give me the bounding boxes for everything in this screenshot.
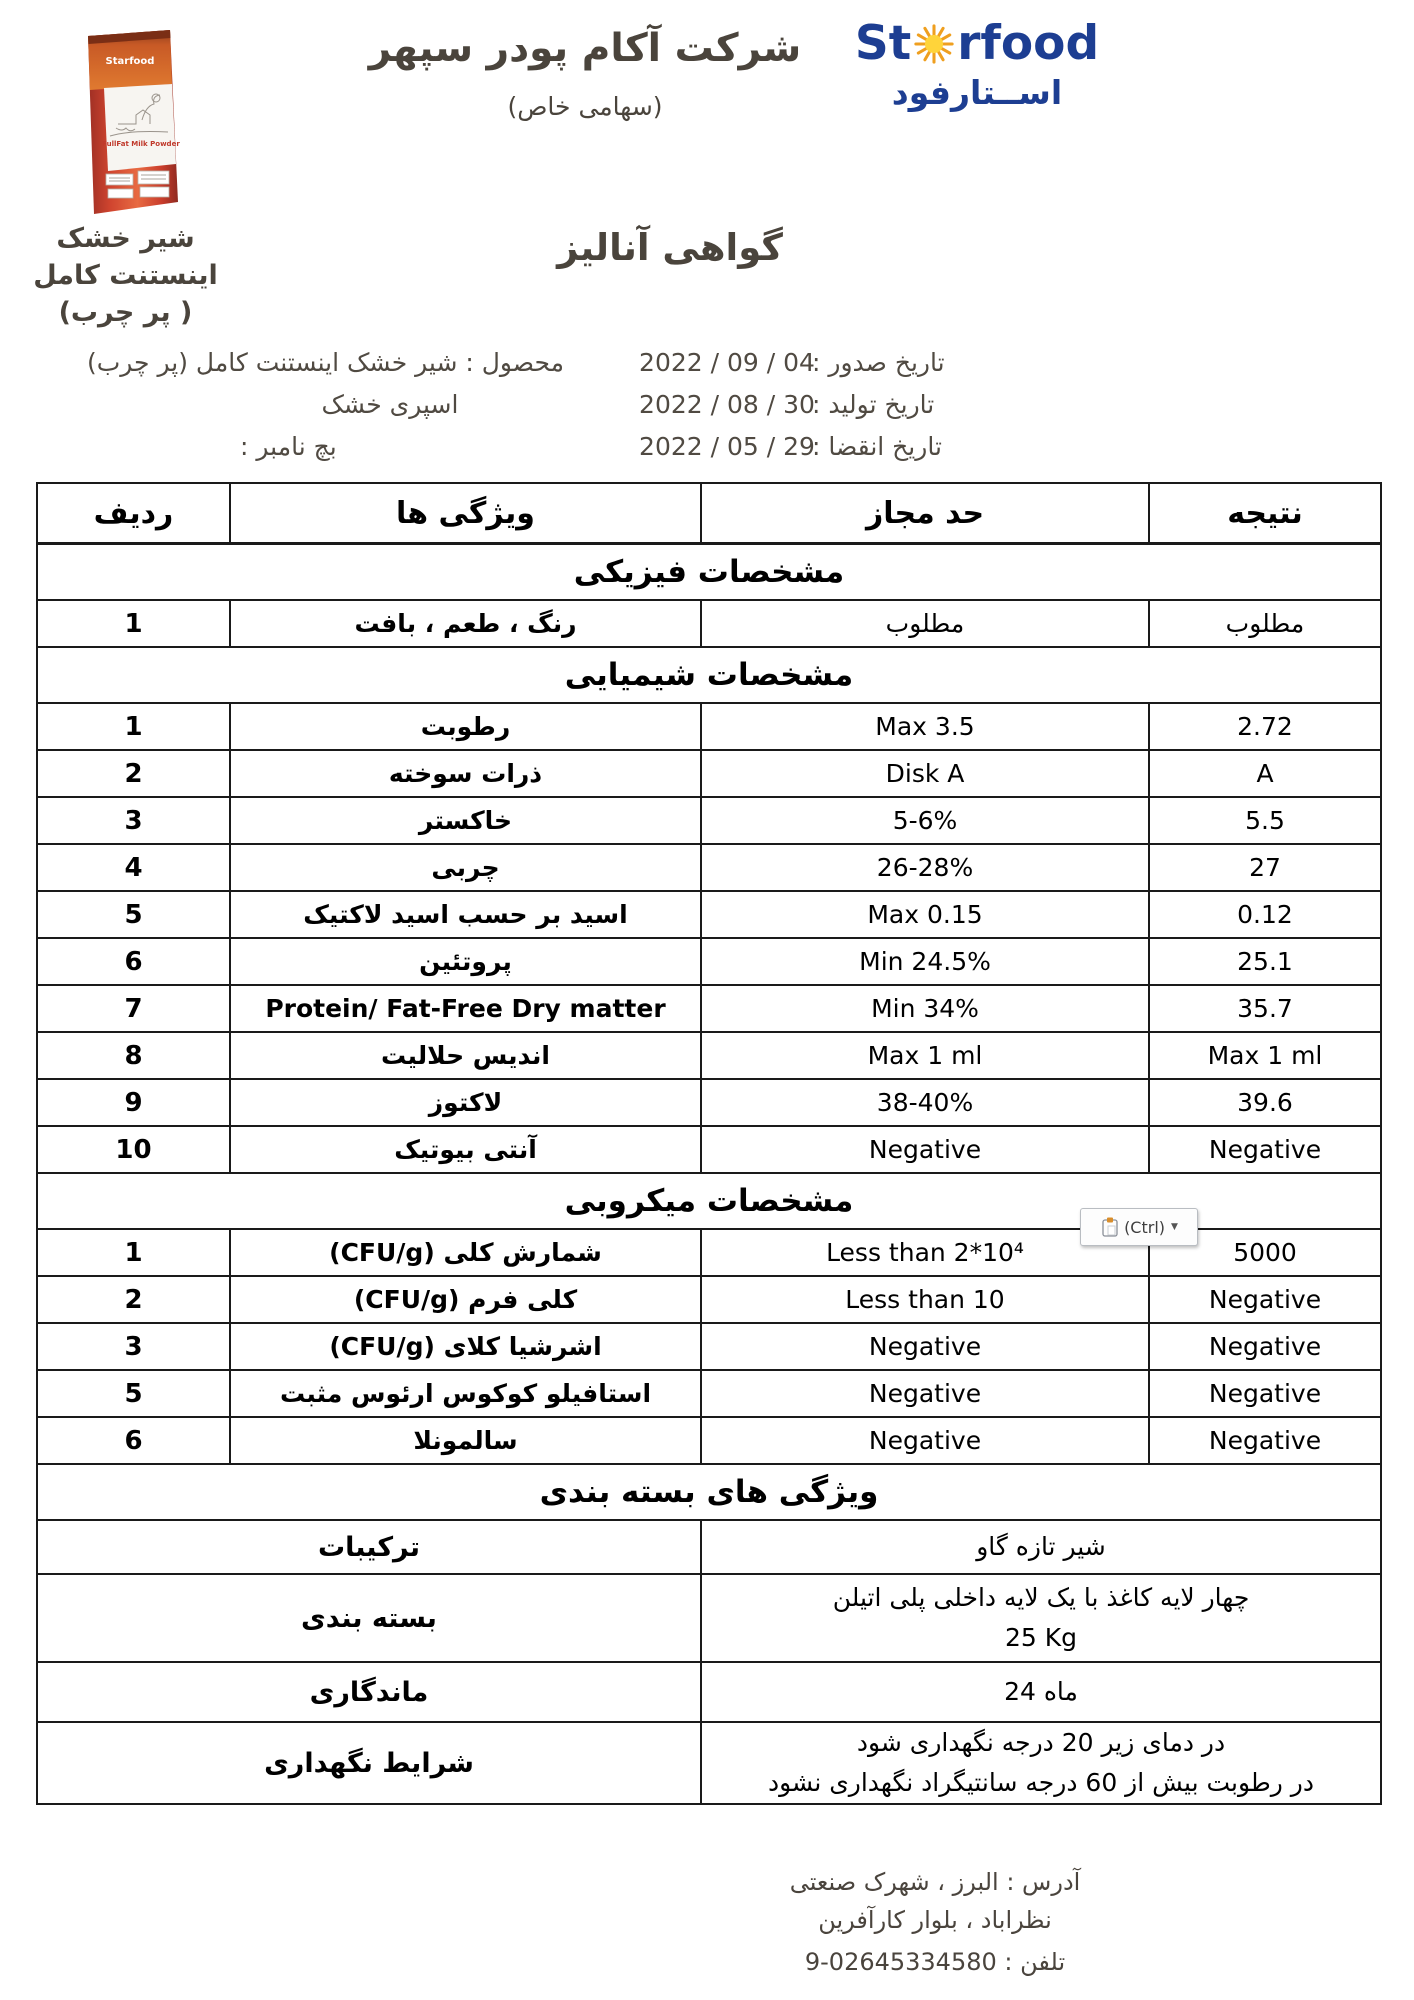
row-index: 6 xyxy=(37,1417,230,1464)
section-title: مشخصات فیزیکی xyxy=(37,544,1381,601)
logo-text-prefix: St xyxy=(854,16,912,71)
table-row xyxy=(37,1323,1381,1370)
product-caption-line1: شیر خشک xyxy=(56,223,195,254)
packaging-label: شرایط نگهداری xyxy=(37,1722,701,1804)
result-value: 39.6 xyxy=(1149,1079,1381,1126)
feature-name: رنگ ، طعم ، بافت xyxy=(230,600,701,647)
allowed-limit: Max 0.15 xyxy=(701,891,1149,938)
expiry-date-value: 2022 / 05 / 29 xyxy=(639,432,815,461)
product-caption xyxy=(28,220,223,331)
allowed-limit: Negative xyxy=(701,1370,1149,1417)
result-value: 5000 xyxy=(1149,1229,1381,1276)
row-index: 1 xyxy=(37,600,230,647)
result-value: 0.12 xyxy=(1149,891,1381,938)
packaging-value-line: در رطوبت بیش از 60 درجه سانتیگراد نگهداری نشود xyxy=(767,1768,1315,1797)
allowed-limit: Negative xyxy=(701,1417,1149,1464)
table-row xyxy=(37,600,1381,647)
result-value: Negative xyxy=(1149,1323,1381,1370)
row-index: 1 xyxy=(37,703,230,750)
packaging-row xyxy=(37,1722,1381,1804)
section-title: ویژگی های بسته بندی xyxy=(37,1464,1381,1520)
product-caption-line3: (پر چرب ) xyxy=(58,297,193,328)
feature-name: پروتئین xyxy=(230,938,701,985)
analysis-table xyxy=(36,482,1382,1805)
packaging-value-line: 24 ماه xyxy=(1004,1677,1078,1706)
section-title: مشخصات شیمیایی xyxy=(37,647,1381,703)
feature-name: خاکستر xyxy=(230,797,701,844)
row-index: 2 xyxy=(37,1276,230,1323)
production-date-label: تاریخ تولید : xyxy=(812,390,935,419)
process-info: اسپری خشک xyxy=(321,390,459,419)
section-title: مشخصات میکروبی xyxy=(37,1173,1381,1229)
row-index: 6 xyxy=(37,938,230,985)
table-row xyxy=(37,1126,1381,1173)
result-value: Negative xyxy=(1149,1126,1381,1173)
row-index: 3 xyxy=(37,1323,230,1370)
table-row xyxy=(37,750,1381,797)
paste-options-button[interactable] xyxy=(1080,1208,1198,1246)
result-value: Max 1 ml xyxy=(1149,1032,1381,1079)
allowed-limit: Negative xyxy=(701,1126,1149,1173)
packaging-value-line: در دمای زیر 20 درجه نگهداری شود xyxy=(856,1728,1226,1757)
paste-options-caret: ▼ xyxy=(1171,1222,1178,1232)
packaging-value-line: شیر تازه گاو xyxy=(976,1532,1106,1561)
starfood-logo xyxy=(842,16,1112,112)
sun-icon xyxy=(913,23,955,65)
starfood-logo-fa: اســتارفود xyxy=(891,73,1063,112)
row-index: 10 xyxy=(37,1126,230,1173)
row-index: 5 xyxy=(37,1370,230,1417)
result-value: 35.7 xyxy=(1149,985,1381,1032)
starfood-logo-en xyxy=(842,16,1112,71)
paste-options-label: (Ctrl) xyxy=(1124,1217,1166,1237)
column-header-features: ویژگی ها xyxy=(230,483,701,544)
batch-number-label: بچ نامبر : xyxy=(240,432,337,461)
packaging-row xyxy=(37,1574,1381,1662)
logo-text-suffix: rfood xyxy=(957,16,1100,71)
packaging-value xyxy=(701,1662,1381,1722)
table-row xyxy=(37,1276,1381,1323)
allowed-limit: Less than 10 xyxy=(701,1276,1149,1323)
product-package-image xyxy=(58,24,200,216)
section-header-row xyxy=(37,647,1381,703)
document-title: گواهی آنالیز xyxy=(557,226,783,269)
packaging-value-line: 25 Kg xyxy=(1004,1623,1078,1652)
table-row xyxy=(37,844,1381,891)
table-header-row xyxy=(37,483,1381,544)
result-value: Negative xyxy=(1149,1417,1381,1464)
result-value: 2.72 xyxy=(1149,703,1381,750)
feature-name: اشرشیا کلای (CFU/g) xyxy=(230,1323,701,1370)
row-index: 1 xyxy=(37,1229,230,1276)
section-header-row xyxy=(37,544,1381,601)
product-caption-line2: اینستنت کامل xyxy=(33,260,218,291)
feature-name: آنتی بیوتیک xyxy=(230,1126,701,1173)
company-name: شرکت آکام پودر سپهر xyxy=(368,26,802,71)
address-line1: آدرس : البرز ، شهرک صنعتی xyxy=(789,1868,1081,1896)
phone-line: تلفن : 02645334580-9 xyxy=(804,1948,1066,1976)
column-header-limit: حد مجاز xyxy=(701,483,1149,544)
packaging-row xyxy=(37,1662,1381,1722)
packaging-value xyxy=(701,1722,1381,1804)
allowed-limit: Less than 2*10⁴ xyxy=(701,1229,1149,1276)
feature-name: اسید بر حسب اسید لاکتیک xyxy=(230,891,701,938)
column-header-row-number: ردیف xyxy=(37,483,230,544)
row-index: 3 xyxy=(37,797,230,844)
allowed-limit: Max 3.5 xyxy=(701,703,1149,750)
feature-name: Protein/ Fat-Free Dry matter xyxy=(230,985,701,1032)
packaging-label: بسته بندی xyxy=(37,1574,701,1662)
feature-name: استافیلو کوکوس ارئوس مثبت xyxy=(230,1370,701,1417)
production-date-value: 2022 / 08 / 30 xyxy=(639,390,815,419)
row-index: 5 xyxy=(37,891,230,938)
result-value: Negative xyxy=(1149,1276,1381,1323)
product-info: محصول : شیر خشک اینستنت کامل (پر چرب) xyxy=(86,348,564,377)
table-row xyxy=(37,1032,1381,1079)
column-header-result: نتیجه xyxy=(1149,483,1381,544)
result-value: A xyxy=(1149,750,1381,797)
allowed-limit: Min 24.5% xyxy=(701,938,1149,985)
feature-name: رطوبت xyxy=(230,703,701,750)
table-row xyxy=(37,891,1381,938)
row-index: 9 xyxy=(37,1079,230,1126)
row-index: 2 xyxy=(37,750,230,797)
allowed-limit: Max 1 ml xyxy=(701,1032,1149,1079)
table-row xyxy=(37,1079,1381,1126)
feature-name: شمارش کلی (CFU/g) xyxy=(230,1229,701,1276)
bag-brand-text: Starfood xyxy=(105,56,155,67)
table-row xyxy=(37,797,1381,844)
table-row xyxy=(37,985,1381,1032)
feature-name: اندیس حلالیت xyxy=(230,1032,701,1079)
table-row xyxy=(37,1417,1381,1464)
row-index: 7 xyxy=(37,985,230,1032)
allowed-limit: 38-40% xyxy=(701,1079,1149,1126)
packaging-label: ترکیبات xyxy=(37,1520,701,1574)
packaging-label: ماندگاری xyxy=(37,1662,701,1722)
table-row xyxy=(37,1370,1381,1417)
result-value: 25.1 xyxy=(1149,938,1381,985)
row-index: 4 xyxy=(37,844,230,891)
section-header-row xyxy=(37,1464,1381,1520)
allowed-limit: 5-6% xyxy=(701,797,1149,844)
table-row xyxy=(37,703,1381,750)
result-value: 5.5 xyxy=(1149,797,1381,844)
allowed-limit: مطلوب xyxy=(701,600,1149,647)
packaging-value xyxy=(701,1574,1381,1662)
table-row xyxy=(37,938,1381,985)
result-value: 27 xyxy=(1149,844,1381,891)
packaging-row xyxy=(37,1520,1381,1574)
allowed-limit: Negative xyxy=(701,1323,1149,1370)
issue-date-label: تاریخ صدور : xyxy=(812,348,945,377)
allowed-limit: Min 34% xyxy=(701,985,1149,1032)
expiry-date-label: تاریخ انقضا : xyxy=(812,432,942,461)
result-value: Negative xyxy=(1149,1370,1381,1417)
feature-name: لاکتوز xyxy=(230,1079,701,1126)
clipboard-icon xyxy=(1100,1216,1120,1238)
packaging-value xyxy=(701,1520,1381,1574)
allowed-limit: 26-28% xyxy=(701,844,1149,891)
feature-name: کلی فرم (CFU/g) xyxy=(230,1276,701,1323)
company-type: (سهامی خاص) xyxy=(507,92,663,121)
feature-name: سالمونلا xyxy=(230,1417,701,1464)
row-index: 8 xyxy=(37,1032,230,1079)
feature-name: چربی xyxy=(230,844,701,891)
packaging-value-line: چهار لایه کاغذ با یک لایه داخلی پلی اتیلن xyxy=(832,1583,1250,1612)
allowed-limit: Disk A xyxy=(701,750,1149,797)
address-line2: نظراباد ، بلوار کارآفرین xyxy=(818,1906,1052,1934)
issue-date-value: 2022 / 09 / 04 xyxy=(639,348,815,377)
bag-label-text: FullFat Milk Powder xyxy=(102,140,180,148)
result-value: مطلوب xyxy=(1149,600,1381,647)
coa-table-body xyxy=(37,544,1381,1805)
feature-name: ذرات سوخته xyxy=(230,750,701,797)
